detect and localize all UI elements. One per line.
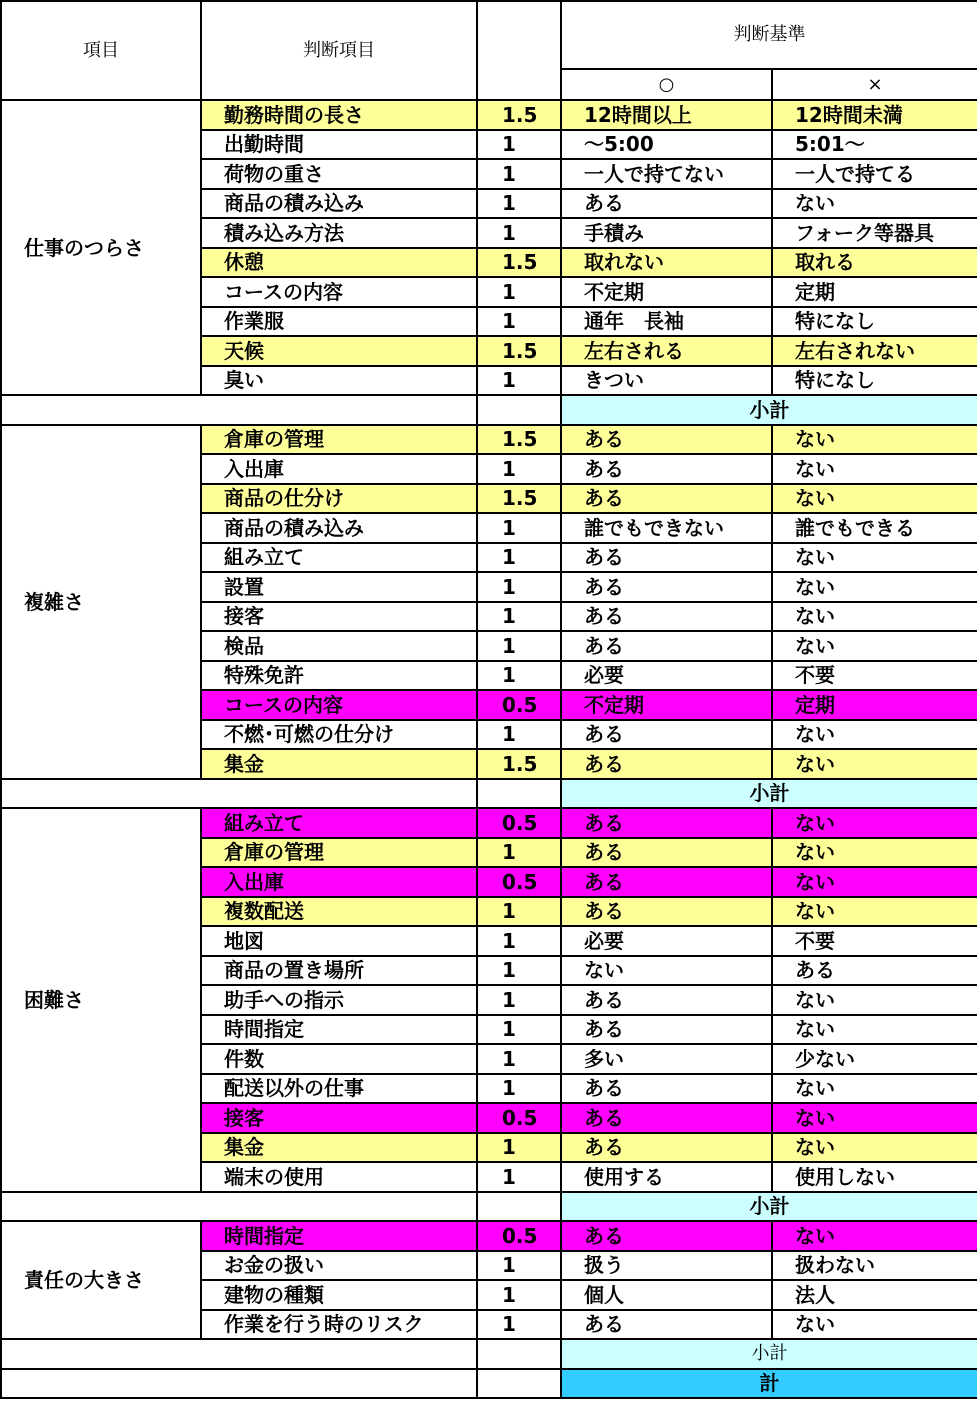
criteria-circle: 不定期 — [561, 690, 772, 720]
criteria-cross: 法人 — [772, 1280, 977, 1310]
criteria-cross: ない — [772, 1221, 977, 1251]
criteria-cross: ない — [772, 572, 977, 602]
header-category: 項目 — [1, 1, 201, 100]
subtotal-label: 小計 — [561, 779, 977, 809]
item-weight: 1.5 — [477, 425, 561, 455]
criteria-cross: 定期 — [772, 690, 977, 720]
subtotal-label: 小計 — [561, 395, 977, 425]
item-name: コースの内容 — [201, 277, 477, 307]
item-name: 組み立て — [201, 808, 477, 838]
criteria-circle: ある — [561, 1310, 772, 1340]
criteria-cross: ない — [772, 631, 977, 661]
item-name: 特殊免許 — [201, 661, 477, 691]
criteria-cross: ない — [772, 602, 977, 632]
criteria-cross: 誰でもできる — [772, 513, 977, 543]
item-weight: 1 — [477, 513, 561, 543]
criteria-circle: 取れない — [561, 248, 772, 278]
header-circle: ○ — [561, 69, 772, 100]
criteria-circle: 個人 — [561, 1280, 772, 1310]
criteria-circle: ある — [561, 867, 772, 897]
criteria-cross: 取れる — [772, 248, 977, 278]
criteria-cross: ない — [772, 189, 977, 219]
item-weight: 0.5 — [477, 867, 561, 897]
criteria-circle: 12時間以上 — [561, 100, 772, 130]
criteria-circle: ある — [561, 1015, 772, 1045]
criteria-circle: 一人で持てない — [561, 159, 772, 189]
item-weight: 1 — [477, 543, 561, 573]
item-name: 入出庫 — [201, 454, 477, 484]
criteria-circle: ある — [561, 543, 772, 573]
item-weight: 0.5 — [477, 690, 561, 720]
criteria-cross: 不要 — [772, 926, 977, 956]
item-weight: 1 — [477, 366, 561, 396]
subtotal-row — [1, 1339, 977, 1369]
item-weight: 1 — [477, 1133, 561, 1163]
criteria-circle: ある — [561, 425, 772, 455]
item-name: 倉庫の管理 — [201, 838, 477, 868]
subtotal-blank — [1, 779, 477, 809]
item-name: 助手への指示 — [201, 985, 477, 1015]
item-name: 検品 — [201, 631, 477, 661]
criteria-circle: 必要 — [561, 661, 772, 691]
criteria-circle: 多い — [561, 1044, 772, 1074]
item-name: 荷物の重さ — [201, 159, 477, 189]
subtotal-row — [1, 779, 977, 809]
item-name: 集金 — [201, 1133, 477, 1163]
header-weight — [477, 1, 561, 100]
criteria-cross: ない — [772, 985, 977, 1015]
item-name: 出勤時間 — [201, 130, 477, 160]
category-label: 責任の大きさ — [1, 1221, 201, 1339]
item-weight: 1 — [477, 602, 561, 632]
item-weight: 1 — [477, 956, 561, 986]
criteria-cross: 使用しない — [772, 1162, 977, 1192]
item-name: 臭い — [201, 366, 477, 396]
criteria-circle: 使用する — [561, 1162, 772, 1192]
criteria-cross: ない — [772, 1074, 977, 1104]
subtotal-weight-blank — [477, 779, 561, 809]
criteria-cross: 扱わない — [772, 1251, 977, 1281]
criteria-circle: ある — [561, 1103, 772, 1133]
item-weight: 1 — [477, 661, 561, 691]
criteria-circle: ない — [561, 956, 772, 986]
item-name: コースの内容 — [201, 690, 477, 720]
item-weight: 0.5 — [477, 1221, 561, 1251]
criteria-cross: 不要 — [772, 661, 977, 691]
criteria-circle: ある — [561, 838, 772, 868]
criteria-cross: ない — [772, 867, 977, 897]
criteria-circle: 扱う — [561, 1251, 772, 1281]
item-name: お金の扱い — [201, 1251, 477, 1281]
total-row — [1, 1369, 977, 1399]
criteria-cross: ない — [772, 1103, 977, 1133]
item-weight: 1 — [477, 1044, 561, 1074]
criteria-cross: ない — [772, 808, 977, 838]
criteria-circle: ある — [561, 631, 772, 661]
criteria-circle: ～5:00 — [561, 130, 772, 160]
item-weight: 1 — [477, 1251, 561, 1281]
criteria-circle: 通年 長袖 — [561, 307, 772, 337]
item-weight: 1 — [477, 1310, 561, 1340]
criteria-circle: 誰でもできない — [561, 513, 772, 543]
item-weight: 1 — [477, 572, 561, 602]
item-name: 天候 — [201, 336, 477, 366]
criteria-circle: ある — [561, 749, 772, 779]
criteria-cross: 少ない — [772, 1044, 977, 1074]
item-name: 作業を行う時のリスク — [201, 1310, 477, 1340]
item-weight: 1.5 — [477, 484, 561, 514]
item-name: 複数配送 — [201, 897, 477, 927]
item-name: 組み立て — [201, 543, 477, 573]
item-weight: 1 — [477, 897, 561, 927]
criteria-cross: ない — [772, 425, 977, 455]
criteria-cross: ない — [772, 897, 977, 927]
criteria-cross: ない — [772, 1310, 977, 1340]
criteria-circle: ある — [561, 1221, 772, 1251]
criteria-circle: ある — [561, 484, 772, 514]
item-weight: 1 — [477, 1074, 561, 1104]
criteria-circle: ある — [561, 602, 772, 632]
criteria-cross: ない — [772, 720, 977, 750]
item-weight: 1 — [477, 130, 561, 160]
item-weight: 1 — [477, 720, 561, 750]
item-weight: 1 — [477, 218, 561, 248]
item-name: 地図 — [201, 926, 477, 956]
criteria-cross: ない — [772, 543, 977, 573]
total-weight-blank — [477, 1369, 561, 1399]
criteria-circle: きつい — [561, 366, 772, 396]
item-weight: 1 — [477, 1015, 561, 1045]
item-name: 集金 — [201, 749, 477, 779]
criteria-cross: フォーク等器具 — [772, 218, 977, 248]
subtotal-weight-blank — [477, 395, 561, 425]
item-name: 商品の仕分け — [201, 484, 477, 514]
criteria-circle: 手積み — [561, 218, 772, 248]
item-name: 休憩 — [201, 248, 477, 278]
table-row — [1, 808, 977, 838]
item-name: 作業服 — [201, 307, 477, 337]
item-name: 倉庫の管理 — [201, 425, 477, 455]
criteria-cross: ない — [772, 749, 977, 779]
criteria-cross: ない — [772, 1133, 977, 1163]
criteria-cross: 12時間未満 — [772, 100, 977, 130]
item-weight: 1 — [477, 631, 561, 661]
criteria-cross: ある — [772, 956, 977, 986]
item-weight: 1.5 — [477, 749, 561, 779]
item-name: 接客 — [201, 602, 477, 632]
item-name: 建物の種類 — [201, 1280, 477, 1310]
item-weight: 1 — [477, 1162, 561, 1192]
header-cross: × — [772, 69, 977, 100]
criteria-cross: ない — [772, 1015, 977, 1045]
item-name: 入出庫 — [201, 867, 477, 897]
header-criteria: 判断基準 — [561, 1, 977, 69]
table-row — [1, 1221, 977, 1251]
category-label: 困難さ — [1, 808, 201, 1192]
subtotal-label: 小計 — [561, 1339, 977, 1369]
item-name: 積み込み方法 — [201, 218, 477, 248]
subtotal-weight-blank — [477, 1192, 561, 1222]
criteria-cross: ない — [772, 454, 977, 484]
criteria-cross: 一人で持てる — [772, 159, 977, 189]
total-label: 計 — [561, 1369, 977, 1399]
item-weight: 1 — [477, 926, 561, 956]
subtotal-row — [1, 1192, 977, 1222]
criteria-circle: ある — [561, 1133, 772, 1163]
item-name: 商品の置き場所 — [201, 956, 477, 986]
item-weight: 1 — [477, 985, 561, 1015]
item-weight: 0.5 — [477, 1103, 561, 1133]
criteria-circle: ある — [561, 572, 772, 602]
item-name: 商品の積み込み — [201, 189, 477, 219]
item-name: 接客 — [201, 1103, 477, 1133]
criteria-circle: 左右される — [561, 336, 772, 366]
table-row — [1, 425, 977, 455]
item-weight: 1 — [477, 159, 561, 189]
item-weight: 0.5 — [477, 808, 561, 838]
criteria-circle: ある — [561, 454, 772, 484]
criteria-circle: ある — [561, 1074, 772, 1104]
criteria-circle: ある — [561, 897, 772, 927]
criteria-circle: ある — [561, 720, 772, 750]
item-name: 時間指定 — [201, 1221, 477, 1251]
criteria-cross: 5:01～ — [772, 130, 977, 160]
subtotal-weight-blank — [477, 1339, 561, 1369]
criteria-circle: ある — [561, 985, 772, 1015]
item-weight: 1 — [477, 1280, 561, 1310]
item-name: 配送以外の仕事 — [201, 1074, 477, 1104]
category-label: 仕事のつらさ — [1, 100, 201, 395]
item-name: 商品の積み込み — [201, 513, 477, 543]
item-name: 件数 — [201, 1044, 477, 1074]
subtotal-row — [1, 395, 977, 425]
item-name: 不燃･可燃の仕分け — [201, 720, 477, 750]
header-item: 判断項目 — [201, 1, 477, 100]
item-weight: 1.5 — [477, 336, 561, 366]
table-row — [1, 100, 977, 130]
item-name: 端末の使用 — [201, 1162, 477, 1192]
total-blank — [1, 1369, 477, 1399]
item-weight: 1.5 — [477, 100, 561, 130]
item-name: 設置 — [201, 572, 477, 602]
criteria-circle: ある — [561, 189, 772, 219]
item-name: 勤務時間の長さ — [201, 100, 477, 130]
item-weight: 1 — [477, 189, 561, 219]
criteria-cross: ない — [772, 838, 977, 868]
criteria-cross: 左右されない — [772, 336, 977, 366]
subtotal-label: 小計 — [561, 1192, 977, 1222]
item-weight: 1 — [477, 277, 561, 307]
item-weight: 1 — [477, 838, 561, 868]
subtotal-blank — [1, 1192, 477, 1222]
criteria-circle: ある — [561, 808, 772, 838]
criteria-cross: 定期 — [772, 277, 977, 307]
subtotal-blank — [1, 395, 477, 425]
item-name: 時間指定 — [201, 1015, 477, 1045]
subtotal-blank — [1, 1339, 477, 1369]
criteria-cross: ない — [772, 484, 977, 514]
item-weight: 1 — [477, 307, 561, 337]
criteria-circle: 必要 — [561, 926, 772, 956]
criteria-circle: 不定期 — [561, 277, 772, 307]
category-label: 複雑さ — [1, 425, 201, 779]
item-weight: 1.5 — [477, 248, 561, 278]
criteria-cross: 特になし — [772, 307, 977, 337]
item-weight: 1 — [477, 454, 561, 484]
criteria-cross: 特になし — [772, 366, 977, 396]
